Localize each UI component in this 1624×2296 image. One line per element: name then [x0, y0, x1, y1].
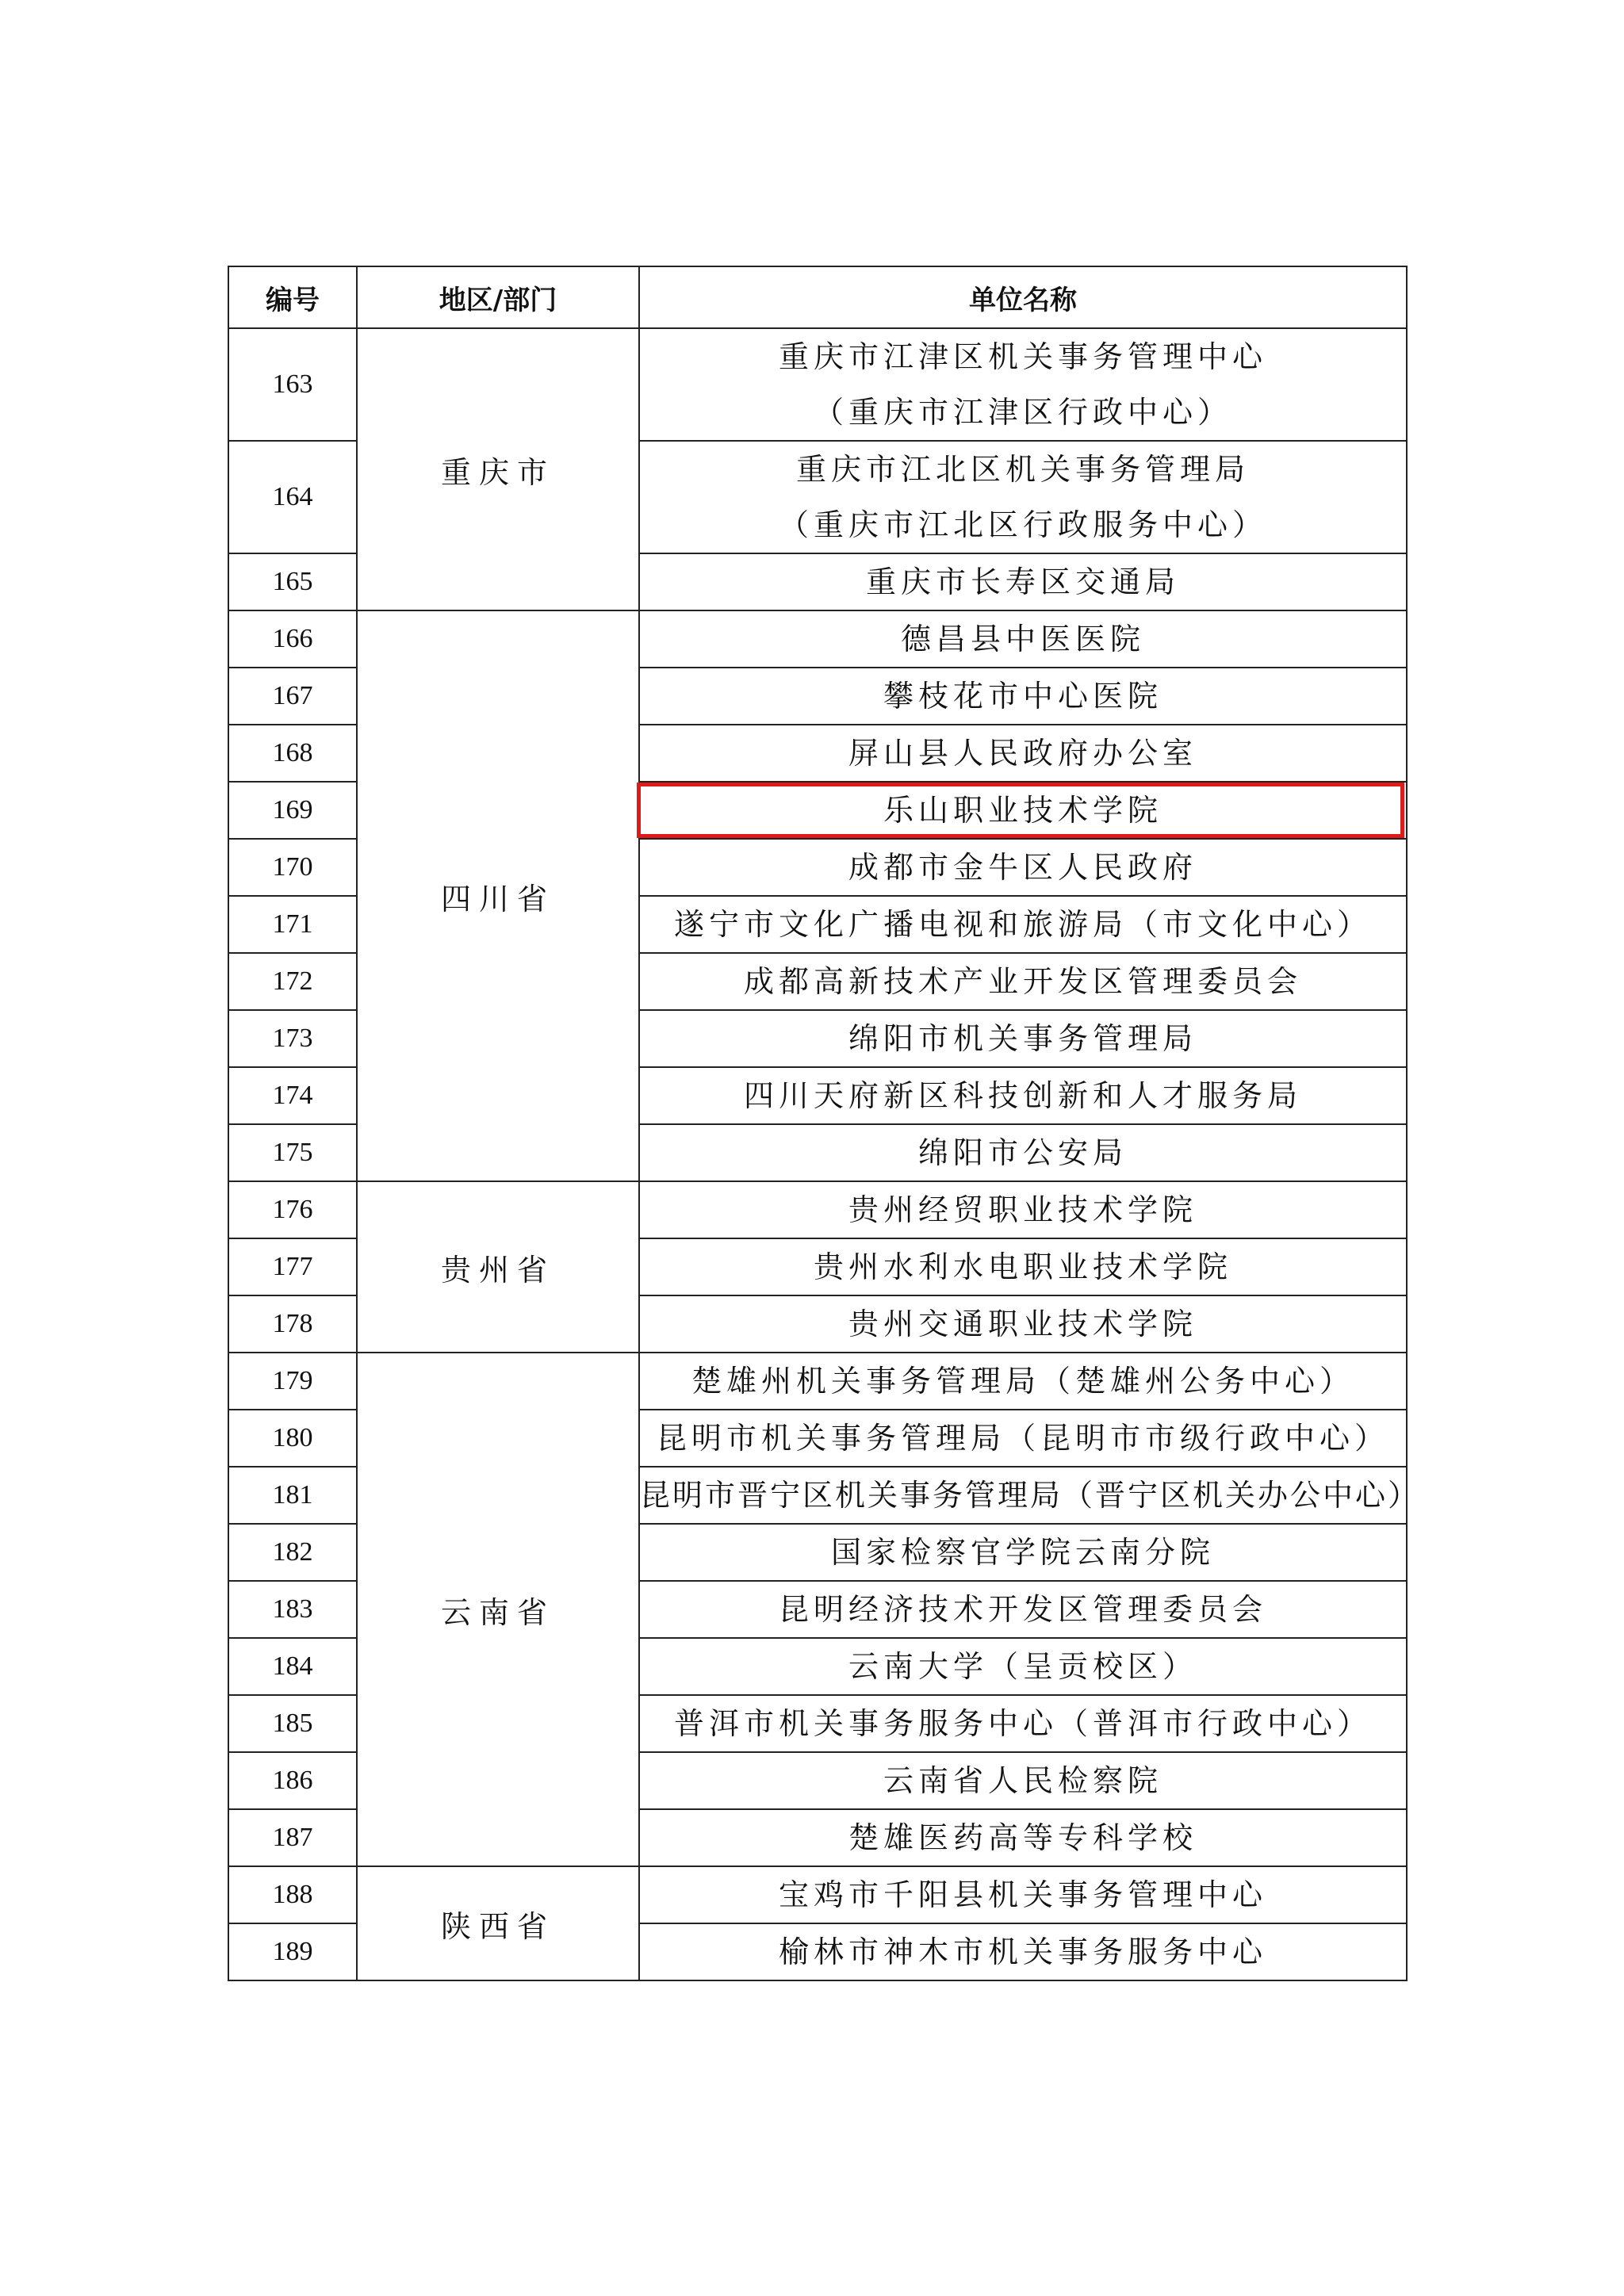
row-number: 166: [228, 610, 357, 668]
unit-name: 昆明经济技术开发区管理委员会: [639, 1581, 1407, 1638]
unit-name-line1: 重庆市江北区机关事务管理局: [795, 452, 1250, 487]
row-number: 177: [228, 1238, 357, 1295]
row-number: 181: [228, 1467, 357, 1524]
unit-name: 宝鸡市千阳县机关事务管理中心: [639, 1866, 1407, 1923]
header-number: 编号: [228, 266, 357, 328]
row-number: 179: [228, 1353, 357, 1410]
unit-name: 绵阳市机关事务管理局: [639, 1010, 1407, 1067]
row-number: 184: [228, 1638, 357, 1695]
row-number: 182: [228, 1524, 357, 1581]
unit-name: [639, 328, 1407, 441]
region-guizhou: 贵州省: [357, 1181, 639, 1353]
unit-name: 楚雄医药高等专科学校: [639, 1809, 1407, 1866]
row-number: 178: [228, 1295, 357, 1353]
row-number: 183: [228, 1581, 357, 1638]
table-row: [228, 1181, 1407, 1238]
table-body: [228, 328, 1421, 1980]
unit-name: 成都市金牛区人民政府: [639, 839, 1407, 896]
unit-name: 成都高新技术产业开发区管理委员会: [639, 953, 1407, 1010]
unit-name-text: 乐山职业技术学院: [883, 793, 1162, 828]
unit-name: 屏山县人民政府办公室: [639, 725, 1407, 782]
unit-name: [639, 441, 1407, 553]
unit-name: 昆明市机关事务管理局（昆明市市级行政中心）: [639, 1410, 1407, 1467]
row-number: 163: [228, 328, 357, 441]
unit-name: 楚雄州机关事务管理局（楚雄州公务中心）: [639, 1353, 1407, 1410]
unit-name: 普洱市机关事务服务中心（普洱市行政中心）: [639, 1695, 1407, 1752]
region-shaanxi: 陕西省: [357, 1866, 639, 1980]
unit-name: 重庆市长寿区交通局: [639, 553, 1407, 610]
row-number: 187: [228, 1809, 357, 1866]
unit-name: 昆明市晋宁区机关事务管理局（晋宁区机关办公中心）: [639, 1467, 1407, 1524]
row-number: 172: [228, 953, 357, 1010]
unit-name: 国家检察官学院云南分院: [639, 1524, 1407, 1581]
unit-name-line2: （重庆市江津区行政中心）: [813, 395, 1232, 430]
unit-name: 攀枝花市中心医院: [639, 668, 1407, 725]
row-number: 168: [228, 725, 357, 782]
row-number: 185: [228, 1695, 357, 1752]
row-number: 171: [228, 896, 357, 953]
row-number: 167: [228, 668, 357, 725]
row-number: 188: [228, 1866, 357, 1923]
unit-name: 贵州水利水电职业技术学院: [639, 1238, 1407, 1295]
table-row: [228, 610, 1407, 668]
table-header: [228, 266, 1407, 328]
row-number: 176: [228, 1181, 357, 1238]
unit-name: 榆林市神木市机关事务服务中心: [639, 1923, 1407, 1980]
row-number: 165: [228, 553, 357, 610]
table-row: [228, 1866, 1407, 1923]
row-number: 173: [228, 1010, 357, 1067]
row-number: 170: [228, 839, 357, 896]
row-number: 180: [228, 1410, 357, 1467]
unit-name: 贵州交通职业技术学院: [639, 1295, 1407, 1353]
unit-list-table: [228, 266, 1421, 1981]
unit-name-highlighted: [639, 782, 1407, 839]
header-region: 地区/部门: [357, 266, 639, 328]
table-row: [228, 328, 1407, 441]
unit-name-line1: 重庆市江津区机关事务管理中心: [778, 339, 1267, 374]
unit-name: 四川天府新区科技创新和人才服务局: [639, 1067, 1407, 1124]
region-chongqing: 重庆市: [357, 328, 639, 610]
unit-name-line2: （重庆市江北区行政服务中心）: [778, 507, 1267, 542]
row-number: 174: [228, 1067, 357, 1124]
unit-name: 德昌县中医医院: [639, 610, 1407, 668]
header-unit-name: 单位名称: [639, 266, 1407, 328]
unit-name: 遂宁市文化广播电视和旅游局（市文化中心）: [639, 896, 1407, 953]
unit-name: 绵阳市公安局: [639, 1124, 1407, 1181]
table-row: [228, 1353, 1407, 1410]
region-sichuan: 四川省: [357, 610, 639, 1181]
row-number: 169: [228, 782, 357, 839]
row-number: 175: [228, 1124, 357, 1181]
row-number: 186: [228, 1752, 357, 1809]
unit-name: 云南省人民检察院: [639, 1752, 1407, 1809]
row-number: 189: [228, 1923, 357, 1980]
unit-name: 贵州经贸职业技术学院: [639, 1181, 1407, 1238]
unit-name: 云南大学（呈贡校区）: [639, 1638, 1407, 1695]
region-yunnan: 云南省: [357, 1353, 639, 1866]
row-number: 164: [228, 441, 357, 553]
